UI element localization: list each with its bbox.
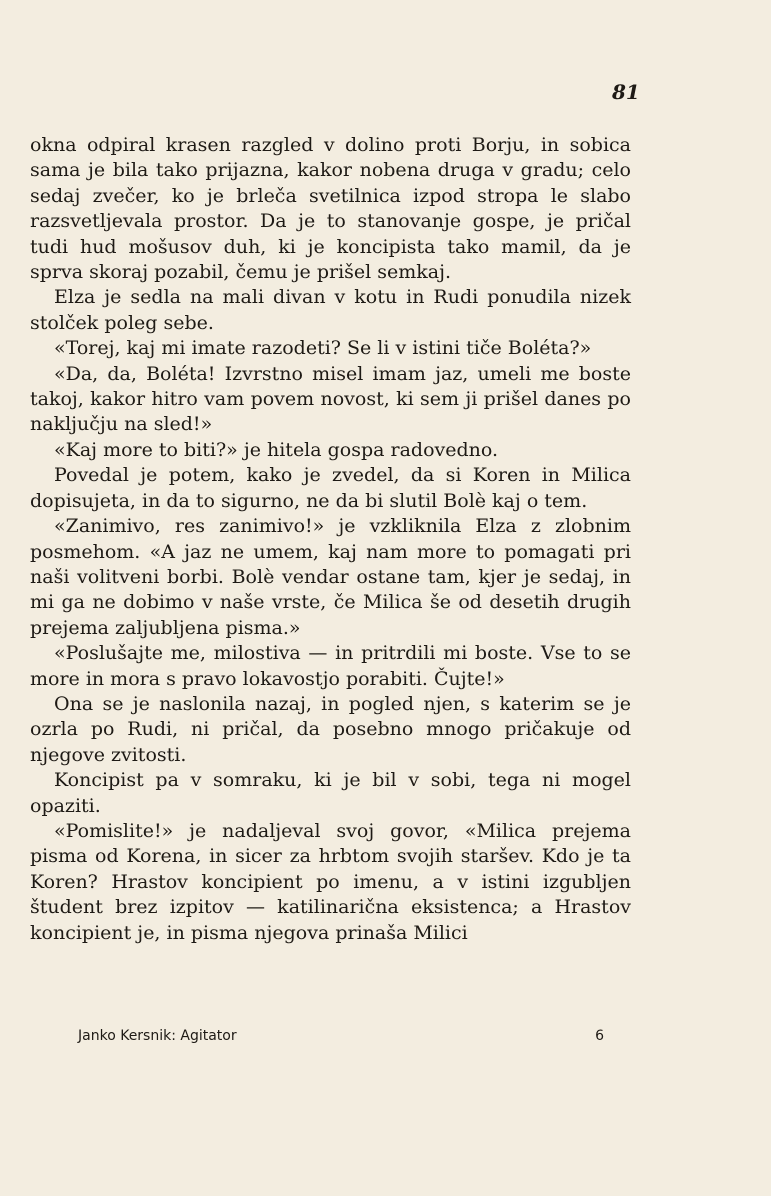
paragraph: «Pomislite!» je nadaljeval svoj govor, «Milica prejema pisma od Korena, in sicer za hrbtom svojih staršev. Kdo je ta Koren? Hrastov koncipient po imenu, a v istini izgubljen študent brez izpitov — katilinarična eksistenca; a Hrastov koncipient je, in pisma njegova prinaša Milici bbox=[30, 819, 631, 944]
paragraph: «Poslušajte me, milostiva — in pritrdili mi boste. Vse to se more in mora s pravo lokavostjo porabiti. Čujte!» bbox=[30, 642, 631, 690]
paragraph: «Zanimivo, res zanimivo!» je vzkliknila Elza z zlobnim posmehom. «A jaz ne umem, kaj nam more to pomagati pri naši volitveni borbi. Bolè vendar ostane tam, kjer je sedaj, in mi ga ne dobimo v naše vrste, če Milica še od desetih drugih prejema zaljubljena pisma.» bbox=[30, 515, 631, 639]
paragraph: Koncipist pa v somraku, ki je bil v sobi, tega ni mogel opaziti. bbox=[30, 769, 631, 817]
paragraph: Ona se je naslonila nazaj, in pogled njen, s katerim se je ozrla po Rudi, ni pričal, da posebno mnogo pričakuje od njegove zvitosti. bbox=[30, 692, 631, 766]
paragraph: «Torej, kaj mi imate razodeti? Se li v istini tiče Boléta?» bbox=[54, 337, 592, 360]
signature-mark: 6 bbox=[595, 1028, 604, 1044]
page-number: 81 bbox=[612, 80, 640, 104]
paragraph: okna odpiral krasen razgled v dolino proti Borju, in sobica sama je bila tako prijazna, kakor nobena druga v gradu; celo sedaj zvečer, ko je brleča svetilnica izpod stropa le slabo razsvetljevala prostor. Da je to stanovanje gospe, je pričal tudi hud mošusov duh, ki je koncipista tako mamil, da je sprva skoraj pozabil, čemu je prišel semkaj. bbox=[30, 134, 631, 284]
body-text bbox=[30, 133, 631, 946]
page-footer bbox=[78, 1028, 604, 1044]
paragraph: «Kaj more to biti?» je hitela gospa radovedno. bbox=[54, 438, 499, 461]
footer-title: Janko Kersnik: Agitator bbox=[78, 1028, 237, 1044]
paragraph: Povedal je potem, kako je zvedel, da si Koren in Milica dopisujeta, in da to sigurno, ne da bi slutil Bolè kaj o tem. bbox=[30, 464, 631, 512]
paragraph: «Da, da, Boléta! Izvrstno misel imam jaz, umeli me boste takoj, kakor hitro vam povem novost, ki sem ji prišel danes po naključju na sled!» bbox=[30, 362, 631, 436]
paragraph: Elza je sedla na mali divan v kotu in Rudi ponudila nizek stolček poleg sebe. bbox=[30, 286, 631, 334]
